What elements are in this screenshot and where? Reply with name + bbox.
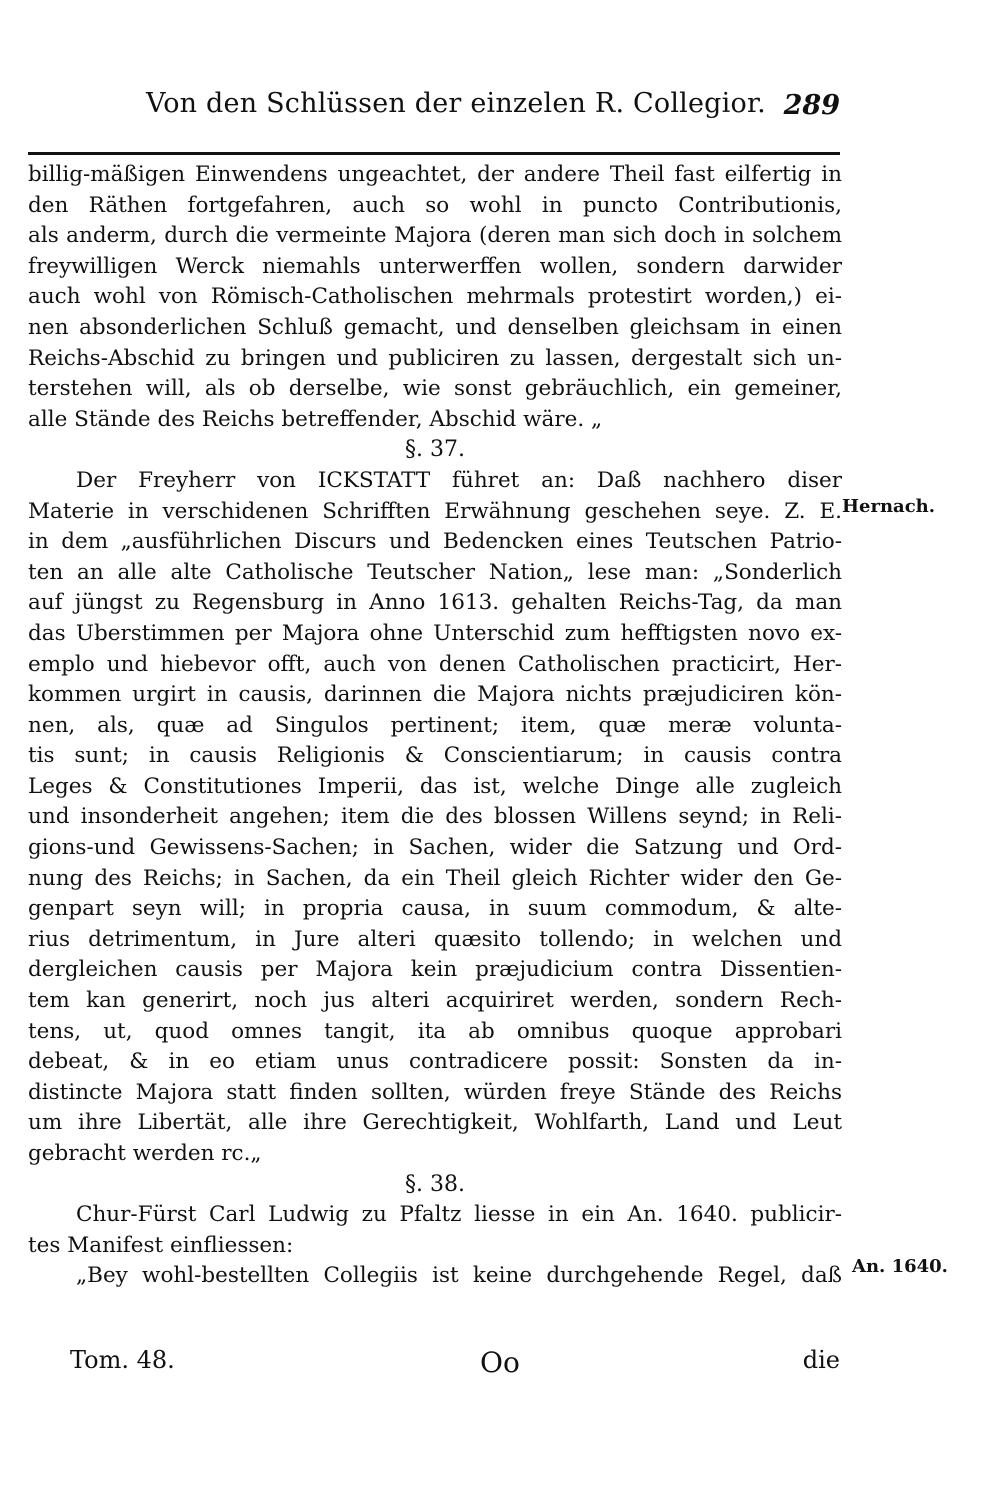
text-line: tis sunt; in causis Religionis & Conscientiarum; in causis contra xyxy=(28,743,842,769)
text-line: „Bey wohl-bestellten Collegiis ist keine durchgehende Regel, daß xyxy=(76,1263,842,1289)
header-rule xyxy=(28,152,840,155)
section-heading-38: §. 38. xyxy=(405,1171,465,1197)
text-line: ten an alle alte Catholische Teutscher Nation„ lese man: „Sonderlich xyxy=(28,559,842,585)
text-line: nen absonderlichen Schluß gemacht, und denselben gleichsam in einen xyxy=(28,314,842,340)
signature-mark: Oo xyxy=(480,1346,520,1379)
text-line: nen, als, quæ ad Singulos pertinent; item, quæ meræ volunta- xyxy=(28,712,842,738)
page-body xyxy=(28,160,842,1292)
text-line: das Uberstimmen per Majora ohne Unterschid zum hefftigsten novo ex- xyxy=(28,620,842,646)
margin-note-an-1640: An. 1640. xyxy=(852,1256,948,1277)
page-number: 289 xyxy=(783,90,840,121)
text-line: distincte Majora statt finden sollten, würden freye Stände des Reichs xyxy=(28,1079,842,1105)
catchword: die xyxy=(802,1346,840,1374)
text-line: tes Manifest einfliessen: xyxy=(28,1232,294,1258)
text-line: auf jüngst zu Regensburg in Anno 1613. gehalten Reichs-Tag, da man xyxy=(28,590,842,616)
volume-label: Tom. 48. xyxy=(70,1346,175,1374)
text-line: freywilligen Werck niemahls unterwerffen wollen, sondern darwider xyxy=(28,253,842,279)
text-line: in dem „ausführlichen Discurs und Bedencken eines Teutschen Patrio- xyxy=(28,529,842,555)
page-footer xyxy=(70,1346,840,1382)
text-line: terstehen will, als ob derselbe, wie sonst gebräuchlich, ein gemeiner, xyxy=(28,376,842,402)
text-line: Reichs-Abschid zu bringen und publiciren zu lassen, dergestalt sich un- xyxy=(28,345,842,371)
text-line: gions-und Gewissens-Sachen; in Sachen, wider die Satzung und Ord- xyxy=(28,835,842,861)
text-line: Der Freyherr von ICKSTATT führet an: Daß nachhero diser xyxy=(76,467,842,493)
text-line: Chur-Fürst Carl Ludwig zu Pfaltz liesse in ein An. 1640. publicir- xyxy=(76,1202,842,1228)
text-line: tens, ut, quod omnes tangit, ita ab omnibus quoque approbari xyxy=(28,1018,842,1044)
text-line: nung des Reichs; in Sachen, da ein Theil gleich Richter wider den Ge- xyxy=(28,865,842,891)
text-line: den Räthen fortgefahren, auch so wohl in puncto Contributionis, xyxy=(28,192,842,218)
text-line: billig-mäßigen Einwendens ungeachtet, der andere Theil fast eilfertig in xyxy=(28,162,842,187)
text-line: alle Stände des Reichs betreffender, Abschid wäre. „ xyxy=(28,406,603,432)
text-line: emplo und hiebevor offt, auch von denen Catholischen practicirt, Her- xyxy=(28,651,842,677)
section-heading-37: §. 37. xyxy=(405,437,465,463)
text-line: gebracht werden rc.„ xyxy=(28,1141,262,1166)
margin-note-hernach: Hernach. xyxy=(842,496,936,517)
text-line: dergleichen causis per Majora kein præjudicium contra Dissentien- xyxy=(28,957,842,983)
text-line: auch wohl von Römisch-Catholischen mehrmals protestirt worden,) ei- xyxy=(28,284,842,310)
text-line: um ihre Libertät, alle ihre Gerechtigkeit, Wohlfarth, Land und Leut xyxy=(28,1110,842,1136)
page-header xyxy=(140,88,840,128)
text-line: kommen urgirt in causis, darinnen die Majora nichts præjudiciren kön- xyxy=(28,682,842,708)
text-line: rius detrimentum, in Jure alteri quæsito tollendo; in welchen und xyxy=(28,926,842,952)
text-line: tem kan generirt, noch jus alteri acquiriret werden, sondern Rech- xyxy=(28,988,842,1014)
text-line: genpart seyn will; in propria causa, in suum commodum, & alte- xyxy=(28,896,842,922)
running-title: Von den Schlüssen der einzelen R. Collegior. xyxy=(146,88,766,119)
text-line: debeat, & in eo etiam unus contradicere possit: Sonsten da in- xyxy=(28,1049,842,1075)
text-line: und insonderheit angehen; item die des blossen Willens seynd; in Reli- xyxy=(28,804,842,830)
text-line: Materie in verschidenen Schrifften Erwähnung geschehen seye. Z. E. xyxy=(28,498,842,524)
text-line: als anderm, durch die vermeinte Majora (deren man sich doch in solchem xyxy=(28,223,842,249)
text-line: Leges & Constitutiones Imperii, das ist, welche Dinge alle zugleich xyxy=(28,773,842,799)
